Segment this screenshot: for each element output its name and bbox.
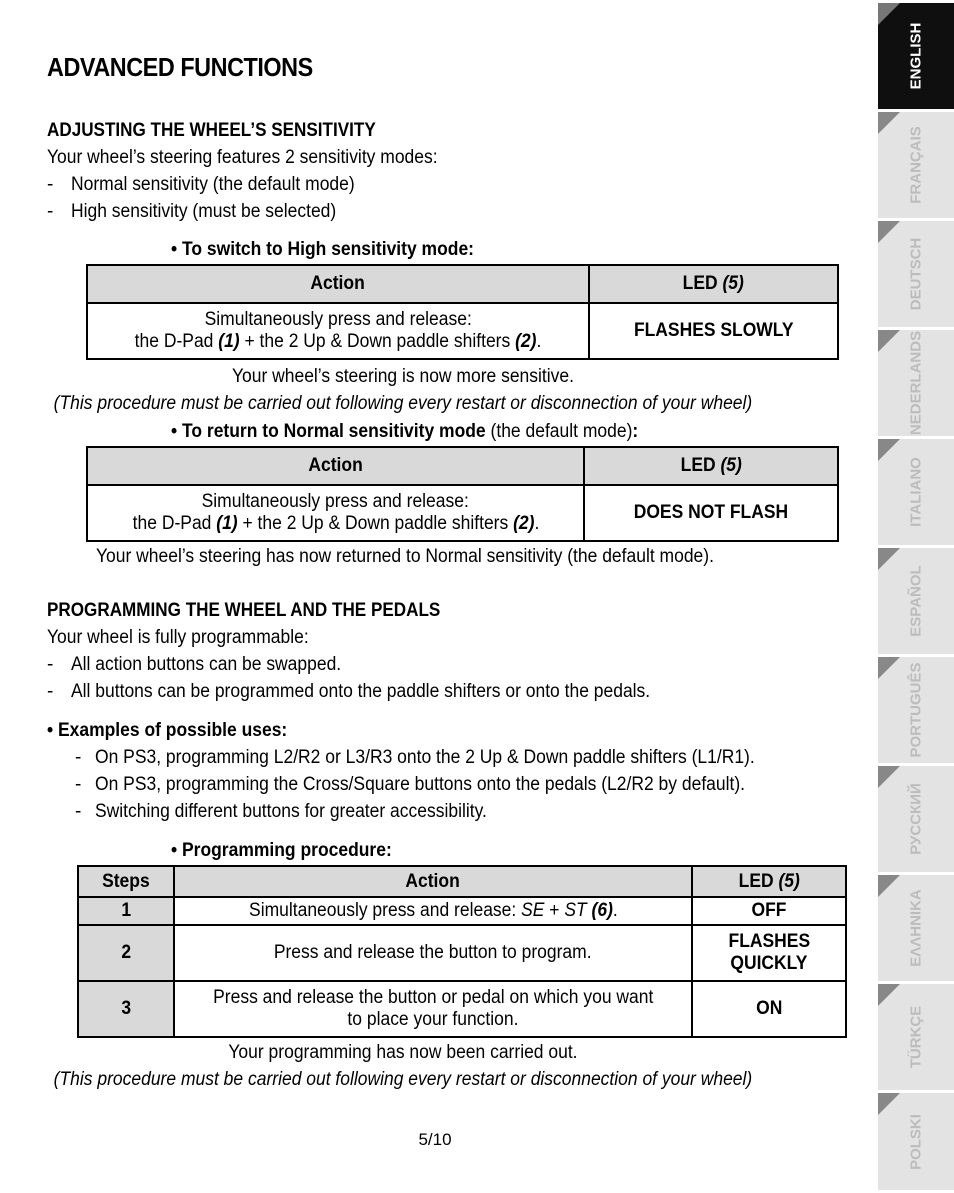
programming-result: Your programming has now been carried out. bbox=[228, 1042, 578, 1063]
procedure-heading: • Programming procedure: bbox=[171, 840, 392, 861]
tab-label: ΕΛΛΗΝΙΚΑ bbox=[907, 889, 925, 967]
section-heading-sensitivity: ADJUSTING THE WHEEL’S SENSITIVITY bbox=[47, 120, 376, 141]
tab-greek[interactable] bbox=[878, 875, 954, 981]
tab-label: FRANÇAIS bbox=[907, 126, 925, 204]
step-cell: 2 bbox=[78, 925, 174, 981]
action-cell: Press and release the button or pedal on which you want to place your function. bbox=[174, 981, 692, 1037]
dash-bullet: - bbox=[47, 174, 54, 195]
examples-heading: • Examples of possible uses: bbox=[47, 720, 288, 741]
dash-bullet: - bbox=[75, 801, 82, 822]
action-cell: Simultaneously press and release: the D-Pad (1) + the 2 Up & Down paddle shifters (2). bbox=[87, 485, 584, 541]
high-mode-result: Your wheel’s steering is now more sensitive. bbox=[231, 366, 574, 387]
table-row bbox=[78, 925, 846, 981]
dash-bullet: - bbox=[47, 681, 54, 702]
programming-intro: Your wheel is fully programmable: bbox=[47, 627, 309, 648]
sensitivity-intro: Your wheel’s steering features 2 sensitivity modes: bbox=[47, 147, 438, 168]
bullet-item: All action buttons can be swapped. bbox=[71, 654, 342, 675]
led-cell: DOES NOT FLASH bbox=[584, 485, 838, 541]
tab-polski[interactable] bbox=[878, 1093, 954, 1190]
example-item: On PS3, programming L2/R2 or L3/R3 onto the 2 Up & Down paddle shifters (L1/R1). bbox=[95, 747, 755, 768]
tab-label: NEDERLANDS bbox=[907, 330, 925, 436]
column-header: Action bbox=[174, 866, 692, 897]
normal-mode-heading: • To return to Normal sensitivity mode (the default mode): bbox=[171, 421, 639, 442]
tab-label: ENGLISH bbox=[907, 22, 925, 90]
bullet-item: High sensitivity (must be selected) bbox=[71, 201, 337, 222]
high-mode-heading: • To switch to High sensitivity mode: bbox=[171, 239, 474, 260]
section-heading-programming: PROGRAMMING THE WHEEL AND THE PEDALS bbox=[47, 600, 441, 621]
tab-francais[interactable] bbox=[878, 112, 954, 218]
example-item: Switching different buttons for greater accessibility. bbox=[95, 801, 487, 822]
dash-bullet: - bbox=[47, 654, 54, 675]
tab-russian[interactable] bbox=[878, 766, 954, 872]
column-header: LED (5) bbox=[589, 265, 838, 303]
tab-label: ITALIANO bbox=[907, 457, 925, 527]
column-header: Action bbox=[87, 265, 589, 303]
normal-mode-result: Your wheel’s steering has now returned to Normal sensitivity (the default mode). bbox=[96, 546, 714, 567]
tab-label: РУССКИЙ bbox=[907, 783, 925, 855]
led-cell: OFF bbox=[692, 897, 846, 925]
led-cell: FLASHES SLOWLY bbox=[589, 303, 838, 359]
tab-italiano[interactable] bbox=[878, 439, 954, 545]
column-header: Action bbox=[87, 447, 584, 485]
action-cell: Press and release the button to program. bbox=[174, 925, 692, 981]
table-row bbox=[78, 981, 846, 1037]
bullet-item: All buttons can be programmed onto the paddle shifters or onto the pedals. bbox=[71, 681, 651, 702]
led-cell: ON bbox=[692, 981, 846, 1037]
column-header: Steps bbox=[78, 866, 174, 897]
high-mode-table bbox=[86, 264, 839, 360]
tab-english[interactable] bbox=[878, 3, 954, 109]
tab-portugues[interactable] bbox=[878, 657, 954, 763]
page-number: 5/10 bbox=[418, 1130, 452, 1149]
tab-nederlands[interactable] bbox=[878, 330, 954, 436]
tab-label: TÜRKÇE bbox=[907, 1005, 925, 1069]
tab-label: DEUTSCH bbox=[907, 237, 925, 311]
tab-turkce[interactable] bbox=[878, 984, 954, 1090]
dash-bullet: - bbox=[75, 747, 82, 768]
tab-label: ESPAÑOL bbox=[907, 565, 925, 637]
procedure-note: (This procedure must be carried out following every restart or disconnection of your wheel) bbox=[53, 393, 753, 414]
dash-bullet: - bbox=[47, 201, 54, 222]
programming-table bbox=[77, 865, 847, 1038]
column-header: LED (5) bbox=[692, 866, 846, 897]
example-item: On PS3, programming the Cross/Square buttons onto the pedals (L2/R2 by default). bbox=[95, 774, 746, 795]
step-cell: 1 bbox=[78, 897, 174, 925]
language-tabs bbox=[870, 0, 954, 1193]
action-cell: Simultaneously press and release: SE + ST (6). bbox=[174, 897, 692, 925]
tab-espanol[interactable] bbox=[878, 548, 954, 654]
tab-label: POLSKI bbox=[907, 1113, 925, 1170]
dash-bullet: - bbox=[75, 774, 82, 795]
step-cell: 3 bbox=[78, 981, 174, 1037]
tab-deutsch[interactable] bbox=[878, 221, 954, 327]
page-title: ADVANCED FUNCTIONS bbox=[47, 52, 313, 82]
bullet-item: Normal sensitivity (the default mode) bbox=[71, 174, 355, 195]
column-header: LED (5) bbox=[584, 447, 838, 485]
tab-label: PORTUGUÊS bbox=[907, 662, 925, 758]
led-cell: FLASHES QUICKLY bbox=[692, 925, 846, 981]
procedure-note: (This procedure must be carried out following every restart or disconnection of your wheel) bbox=[53, 1069, 753, 1090]
action-cell: Simultaneously press and release: the D-Pad (1) + the 2 Up & Down paddle shifters (2). bbox=[87, 303, 589, 359]
normal-mode-table bbox=[86, 446, 839, 542]
table-row bbox=[78, 897, 846, 925]
